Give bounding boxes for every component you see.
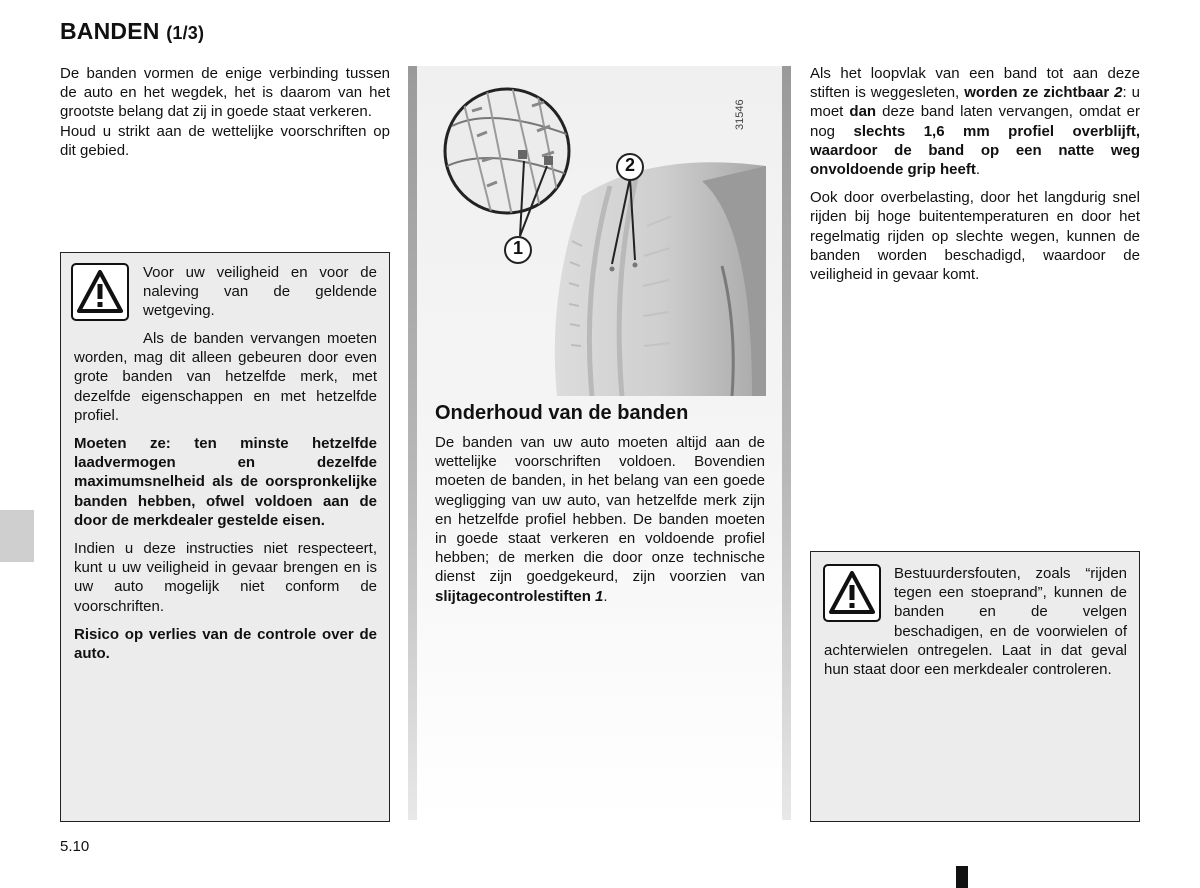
- warning-left-lead: Voor uw veiligheid en voor de naleving van de geldende wetgeving.: [143, 264, 377, 320]
- maintenance-text: [435, 433, 765, 606]
- right-column-text: [810, 64, 1140, 284]
- warning-box-right: [810, 551, 1140, 822]
- title-text: BANDEN: [60, 18, 160, 44]
- maintenance-bold-term: slijtagecontrolestiften: [435, 587, 591, 605]
- warning-triangle-icon: [71, 263, 129, 321]
- rc-p1-b: worden ze zichtbaar: [964, 84, 1110, 102]
- warning-left-p4: Risico op verlies van de controle over de auto.: [74, 625, 377, 663]
- page-title: [60, 18, 204, 45]
- right-paragraph-2: Ook door overbelasting, door het langdurig snel rijden bij hoge buitentemperaturen en door het regelmatig rijden op slechte wegen, kunnen de banden worden beschadigd, waardoor de veiligheid in gevaar komt.: [810, 189, 1140, 284]
- warning-left-body: [74, 329, 377, 663]
- tyre-illustration: [432, 66, 766, 396]
- warning-left-p3: Indien u deze instructies niet respecteert, kunt u uw veiligheid in gevaar brengen en is uw auto mogelijk niet conform de voorschriften.: [74, 540, 377, 615]
- right-paragraph-1: [810, 64, 1140, 179]
- callout-2: 2: [624, 155, 635, 175]
- warning-left-p1: Als de banden vervangen moeten worden, mag dit alleen gebeuren door even grote banden van hetzelfde merk, met dezelfde eigenschappen en met hetzelfde profiel.: [74, 330, 377, 424]
- maintenance-body: De banden van uw auto moeten altijd aan de wettelijke voorschriften voldoen. Bovendien moeten de banden, in het belang van een goede wegligging van uw auto, van hetzelfde merk zijn en hetzelfde profiel hebben. De banden moeten in goede staat verkeren en voldoende profiel hebben; de merken die door onze technische dienst zijn goedgekeurd, zijn voorzien van: [435, 434, 765, 586]
- icon-spacer: [824, 564, 894, 622]
- rc-p1-a: Als het loopvlak van een band tot aan deze stiften is weggesleten,: [810, 65, 1140, 102]
- column-divider-left: [408, 66, 417, 820]
- warning-right-body: Bestuurdersfouten, zoals “rijden tegen een stoeprand”, kunnen de banden en de velgen beschadigen, en de voorwielen of achterwielen ontregelen. Laat in dat geval hun staat door een merkdealer controleren.: [824, 565, 1127, 679]
- rc-p1-d: dan: [849, 103, 877, 121]
- rc-p1-f: slechts 1,6 mm profiel overblijft, waardoor de band op een natte weg onvoldoende grip heeft: [810, 122, 1140, 179]
- warning-right-text: [824, 564, 1127, 679]
- maintenance-heading: Onderhoud van de banden: [435, 402, 689, 424]
- page-number: 5.10: [60, 838, 90, 855]
- rc-p1-c: : u moet: [810, 84, 1140, 121]
- title-suffix: (1/3): [166, 23, 205, 43]
- rc-p1-e: deze band laten vervangen, omdat er nog: [810, 103, 1141, 140]
- warning-left-p2: Moeten ze: ten minste hetzelfde laadvermogen en dezelfde maximumsnelheid als de oorspronkelijke banden hebben, ofwel voldoen aan de door de merkdealer gestelde eisen.: [74, 435, 377, 529]
- figure-ref-number: 31546: [734, 99, 746, 130]
- column-divider-right: [782, 66, 791, 820]
- rc-p1-g: .: [975, 161, 981, 179]
- warning-box-left: [60, 252, 390, 822]
- crop-mark: [956, 866, 968, 888]
- intro-text: [60, 64, 390, 160]
- intro-paragraph-1: De banden vormen de enige verbinding tussen de auto en het wegdek, het is daarom van het grootste belang dat zij in goede staat verkeren.: [60, 65, 390, 121]
- maintenance-ref: 1: [595, 587, 604, 605]
- intro-paragraph-2: Houd u strikt aan de wettelijke voorschriften op dit gebied.: [60, 122, 390, 159]
- callout-1: 1: [512, 238, 523, 258]
- maintenance-end: .: [603, 587, 608, 605]
- section-tab: [0, 510, 34, 562]
- rc-p1-ref: 2: [1114, 84, 1123, 102]
